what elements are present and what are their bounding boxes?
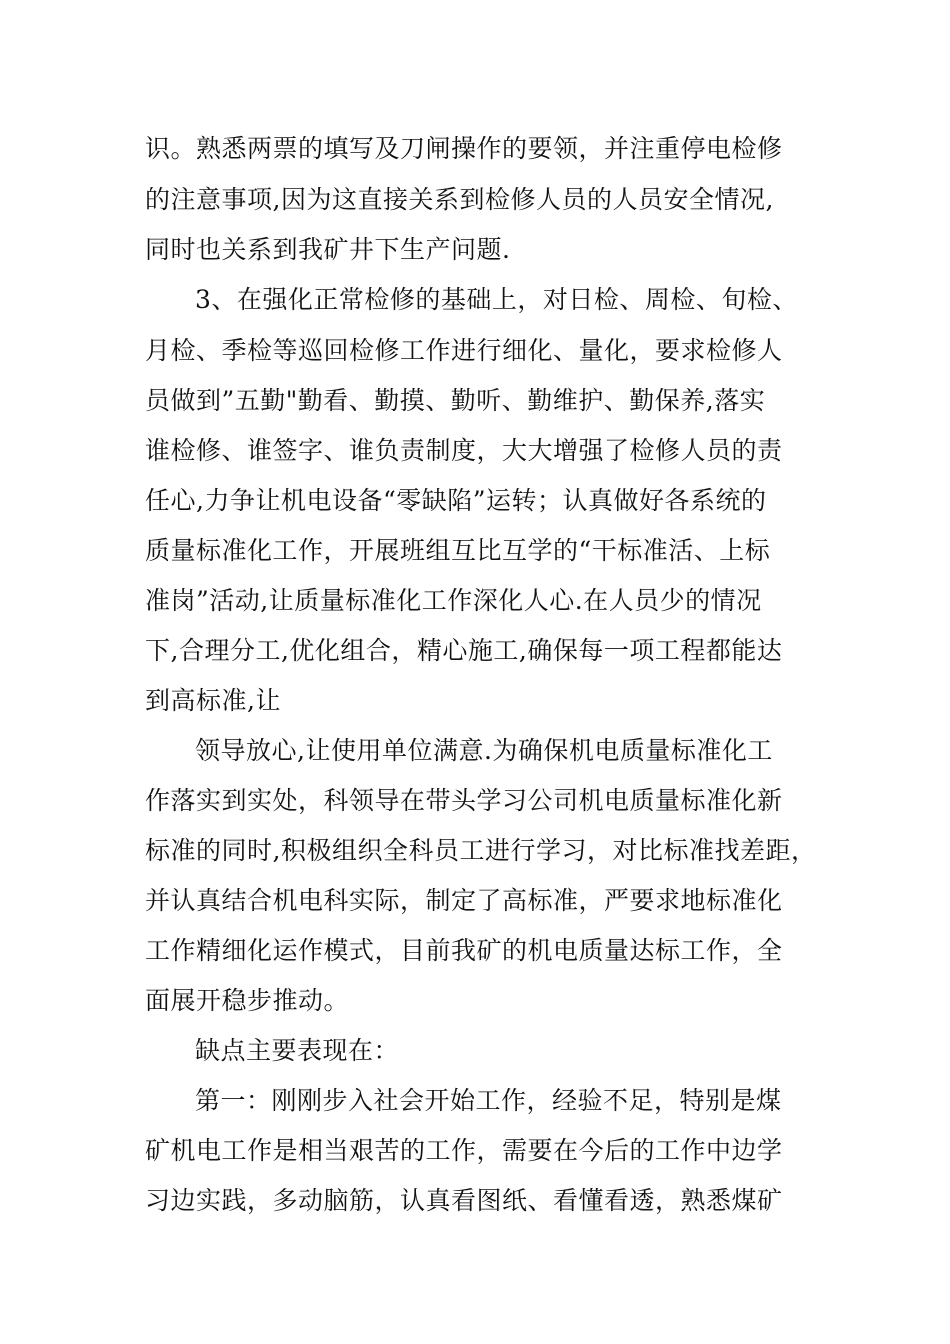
text-line: 质量标准化工作，开展班组互比互学的“干标准活、上标	[145, 536, 771, 565]
text-line: 习边实践，多动脑筋，认真看图纸、看懂看透，熟悉煤矿	[145, 1186, 783, 1215]
text-line: 领导放心,让使用单位满意.为确保机电质量标准化工	[195, 736, 773, 765]
text-line: 缺点主要表现在：	[195, 1036, 400, 1065]
text-line: 员做到”五勤"勤看、勤摸、勤听、勤维护、勤保养,落实	[145, 386, 766, 415]
text-line: 标准的同时,积极组织全科员工进行学习，对比标准找差距，	[145, 836, 817, 865]
text-line: 并认真结合机电科实际，制定了高标准，严要求地标准化	[145, 886, 783, 915]
text-line: 面展开稳步推动。	[145, 986, 350, 1015]
text-line: 识。熟悉两票的填写及刀闸操作的要领，并注重停电检修	[145, 134, 783, 163]
text-line: 同时也关系到我矿井下生产问题.	[145, 235, 511, 264]
text-line: 作落实到实处，科领导在带头学习公司机电质量标准化新	[145, 786, 783, 815]
text-line: 到高标准,让	[145, 686, 281, 715]
text-line: 谁检修、谁签字、谁负责制度，大大增强了检修人员的责	[145, 436, 783, 465]
text-line: 下,合理分工,优化组合，精心施工,确保每一项工程都能达	[145, 636, 783, 665]
text-line: 工作精细化运作模式，目前我矿的机电质量达标工作，全	[145, 936, 783, 965]
text-line: 的注意事项,因为这直接关系到检修人员的人员安全情况,	[145, 185, 774, 214]
text-line: 矿机电工作是相当艰苦的工作，需要在今后的工作中边学	[145, 1136, 783, 1165]
text-line: 任心,力争让机电设备“零缺陷”运转；认真做好各系统的	[145, 486, 767, 515]
text-line: 第一：刚刚步入社会开始工作，经验不足，特别是煤	[195, 1086, 782, 1115]
text-line: 月检、季检等巡回检修工作进行细化、量化，要求检修人	[145, 336, 783, 365]
text-line: 准岗”活动,让质量标准化工作深化人心.在人员少的情况	[145, 586, 762, 615]
text-line: 3、在强化正常检修的基础上，对日检、周检、旬检、	[195, 285, 798, 314]
